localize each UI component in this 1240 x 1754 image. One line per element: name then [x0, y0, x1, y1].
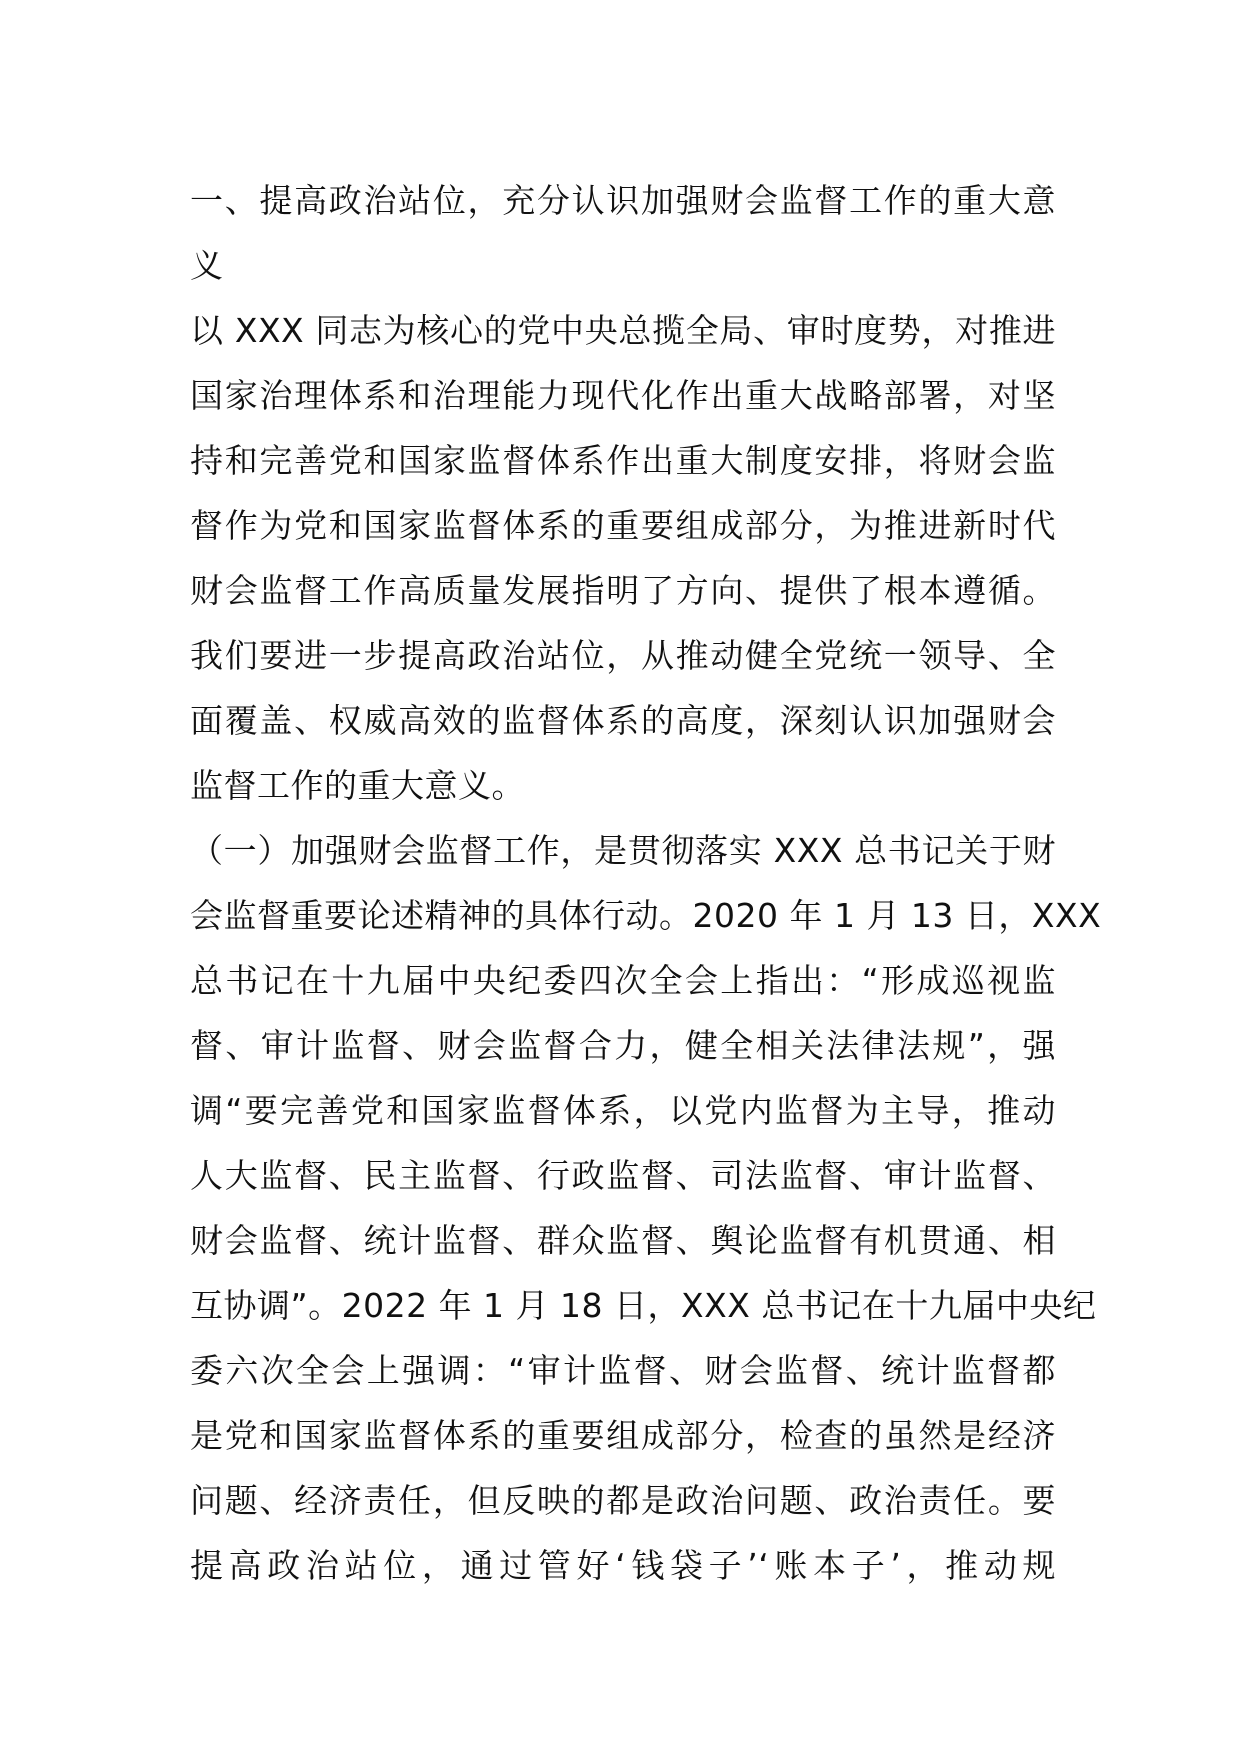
text-line: 督作为党和国家监督体系的重要组成部分，为推进新时代: [190, 506, 1056, 545]
paragraph-1: [190, 298, 1056, 818]
text-line: 提高政治站位，通过管好‘钱袋子’‘账本子’，推动规: [190, 1546, 1056, 1585]
text-line: 监督工作的重大意义。: [190, 766, 525, 805]
text-line: 财会监督、统计监督、群众监督、舆论监督有机贯通、相: [190, 1221, 1056, 1260]
text-line: 总书记在十九届中央纪委四次全会上指出：“形成巡视监: [190, 961, 1056, 1000]
text-line: （一）加强财会监督工作，是贯彻落实 XXX 总书记关于财: [190, 831, 1056, 870]
document-body: [190, 168, 1102, 1598]
text-line: 持和完善党和国家监督体系作出重大制度安排，将财会监: [190, 441, 1056, 480]
text-line: 面覆盖、权威高效的监督体系的高度，深刻认识加强财会: [190, 701, 1056, 740]
section-heading: [190, 168, 1056, 298]
text-line: 一、提高政治站位，充分认识加强财会监督工作的重大意: [190, 181, 1056, 220]
text-line: 督、审计监督、财会监督合力，健全相关法律法规”，强: [190, 1026, 1056, 1065]
text-line: 国家治理体系和治理能力现代化作出重大战略部署，对坚: [190, 376, 1056, 415]
text-line: 委六次全会上强调：“审计监督、财会监督、统计监督都: [190, 1351, 1056, 1390]
text-line: 互协调”。2022 年 1 月 18 日，XXX 总书记在十九届中央纪: [190, 1286, 1097, 1325]
paragraph-2: [190, 818, 1102, 1598]
text-line: 财会监督工作高质量发展指明了方向、提供了根本遵循。: [190, 571, 1056, 610]
text-line: 调“要完善党和国家监督体系，以党内监督为主导，推动: [190, 1091, 1056, 1130]
text-line: 问题、经济责任，但反映的都是政治问题、政治责任。要: [190, 1481, 1056, 1520]
text-line: 义: [190, 246, 224, 285]
text-line: 是党和国家监督体系的重要组成部分，检查的虽然是经济: [190, 1416, 1056, 1455]
text-line: 以 XXX 同志为核心的党中央总揽全局、审时度势，对推进: [190, 311, 1056, 350]
text-line: 会监督重要论述精神的具体行动。2020 年 1 月 13 日，XXX: [190, 896, 1102, 935]
text-line: 我们要进一步提高政治站位，从推动健全党统一领导、全: [190, 636, 1056, 675]
text-line: 人大监督、民主监督、行政监督、司法监督、审计监督、: [190, 1156, 1056, 1195]
